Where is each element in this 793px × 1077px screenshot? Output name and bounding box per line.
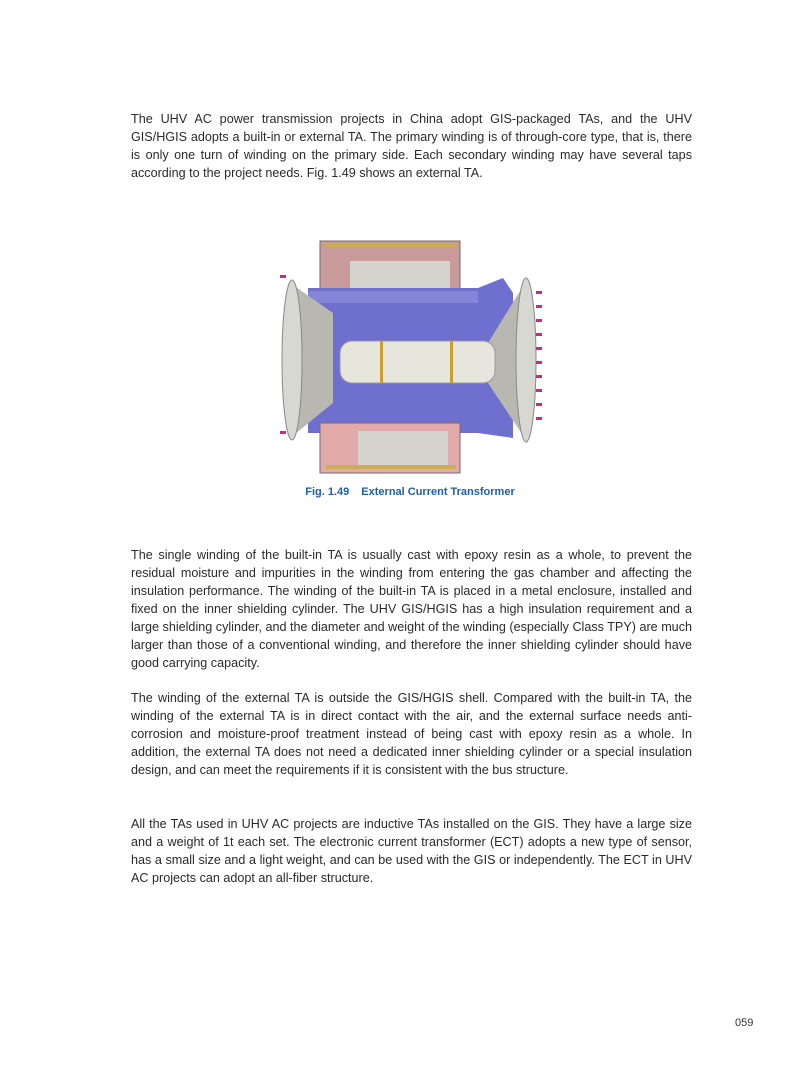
figure-caption (0, 486, 793, 498)
page-number: 059 (735, 1017, 754, 1029)
figure-number: Fig. 1.49 (305, 486, 350, 498)
paragraph-intro: The UHV AC power transmission projects in China adopt GIS-packaged TAs, and the UHV GIS/HGIS adopts a built-in or external TA. The primary winding is of through-core type, that is, there is only one turn of winding on the primary side. Each secondary winding may have several taps according to the project needs. Fig. 1.49 shows an external TA. (131, 112, 692, 180)
paragraph-built-in-ta: The single winding of the built-in TA is usually cast with epoxy resin as a whole, to prevent the residual moisture and impurities in the winding from entering the gas chamber and affecting the insulation performance. The winding of the built-in TA is placed in a metal enclosure, installed and fixed on the inner shielding cylinder. The UHV GIS/HGIS has a high insulation requirement and a large shielding cylinder, and the diameter and weight of the winding (especially Class TPY) are much larger than those of a conventional winding, and therefore the inner shielding cylinder should have good carrying capacity. (131, 548, 692, 670)
paragraph-external-ta: The winding of the external TA is outside the GIS/HGIS shell. Compared with the built-in TA, the winding of the external TA is in direct contact with the air, and the external surface needs anti-corrosion and moisture-proof treatment instead of being cast with epoxy resin as a whole. In addition, the external TA does not need a dedicated inner shielding cylinder or a special insulation design, and can meet the requirements if it is consistent with the bus structure. (131, 691, 692, 777)
external-current-transformer-figure (278, 233, 544, 479)
figure-title: External Current Transformer (361, 486, 515, 498)
paragraph-ect: All the TAs used in UHV AC projects are inductive TAs installed on the GIS. They have a large size and a weight of 1t each set. The electronic current transformer (ECT) adopts a new type of sensor, has a small size and a light weight, and can be used with the GIS or independently. The ECT in UHV AC projects can adopt an all-fiber structure. (131, 817, 692, 885)
